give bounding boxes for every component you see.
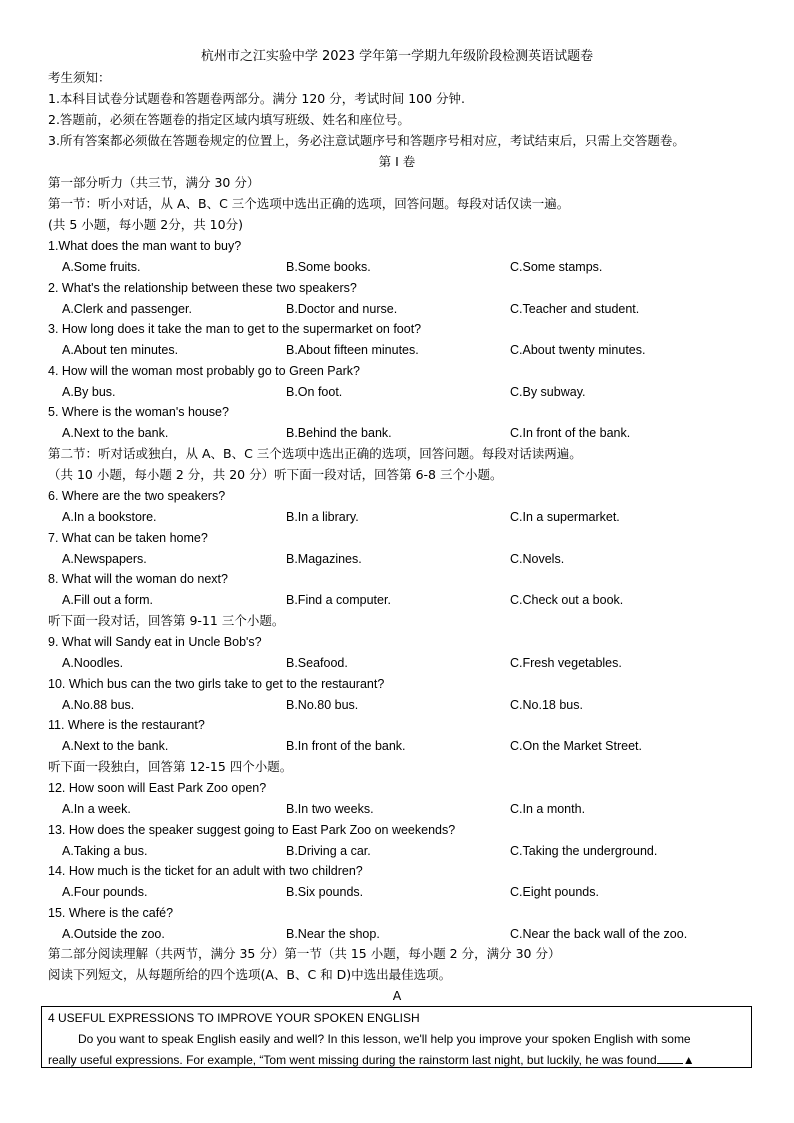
question-2-option-a: A.Clerk and passenger. [62, 302, 192, 316]
question-3-option-c: C.About twenty minutes. [510, 343, 646, 357]
question-11-stem: 11. Where is the restaurant? [48, 718, 205, 732]
question-8-stem: 8. What will the woman do next? [48, 572, 228, 586]
question-12-stem: 12. How soon will East Park Zoo open? [48, 781, 267, 795]
question-6-option-c: C.In a supermarket. [510, 510, 620, 524]
question-3-option-a: A.About ten minutes. [62, 343, 179, 357]
passage-title: 4 USEFUL EXPRESSIONS TO IMPROVE YOUR SPOKEN ENGLISH [48, 1011, 420, 1025]
question-1-stem: 1.What does the man want to buy? [48, 239, 242, 253]
notice-item-3: 3.所有答案都必须做在答题卷规定的位置上，务必注意试题序号和答题序号相对应，考试结束后，只需上交答题卷。 [48, 133, 685, 148]
question-5-stem: 5. Where is the woman's house? [48, 405, 229, 419]
question-13-option-c: C.Taking the underground. [510, 844, 658, 858]
exam-title: 杭州市之江实验中学 2023 学年第一学期九年级阶段检测英语试题卷 [200, 49, 594, 64]
question-2-option-c: C.Teacher and student. [510, 302, 640, 316]
question-6-option-b: B.In a library. [286, 510, 359, 524]
question-4-stem: 4. How will the woman most probably go to Green Park? [48, 364, 360, 378]
question-7-option-b: B.Magazines. [286, 552, 362, 566]
section1-note: (共 5 小题，每小题 2分，共 10分) [48, 217, 243, 232]
question-11-option-a: A.Next to the bank. [62, 739, 169, 753]
section2-note: （共 10 小题，每小题 2 分，共 20 分）听下面一段对话，回答第 6-8 三个小题。 [48, 467, 503, 482]
notice-heading: 考生须知： [48, 70, 111, 85]
question-5-option-b: B.Behind the bank. [286, 426, 392, 440]
question-6-stem: 6. Where are the two speakers? [48, 489, 226, 503]
question-12-option-b: B.In two weeks. [286, 802, 374, 816]
question-6-option-a: A.In a bookstore. [62, 510, 157, 524]
question-7-option-a: A.Newspapers. [62, 552, 147, 566]
question-5-option-a: A.Next to the bank. [62, 426, 169, 440]
question-10-option-c: C.No.18 bus. [510, 698, 583, 712]
question-5-option-c: C.In front of the bank. [510, 426, 631, 440]
question-9-option-b: B.Seafood. [286, 656, 348, 670]
passage-line-2-text: really useful expressions. For example, “Tom went missing during the rainstorm last night, but luckily, he was found [48, 1053, 657, 1067]
passage-label: A [392, 988, 402, 1003]
question-4-option-b: B.On foot. [286, 385, 343, 399]
part2-heading: 第二部分阅读理解（共两节，满分 35 分）第一节（共 15 小题，每小题 2 分，满分 30 分） [48, 946, 561, 961]
question-15-option-c: C.Near the back wall of the zoo. [510, 927, 688, 941]
question-14-option-a: A.Four pounds. [62, 885, 148, 899]
question-14-stem: 14. How much is the ticket for an adult with two children? [48, 864, 363, 878]
question-14-option-c: C.Eight pounds. [510, 885, 599, 899]
volume-label: 第 I 卷 [378, 154, 416, 169]
question-8-option-a: A.Fill out a form. [62, 593, 153, 607]
question-14-option-b: B.Six pounds. [286, 885, 364, 899]
question-12-option-a: A.In a week. [62, 802, 131, 816]
passage-line-1: Do you want to speak English easily and well? In this lesson, we'll help you improve your spoken English with some [78, 1032, 691, 1046]
question-11-option-b: B.In front of the bank. [286, 739, 406, 753]
question-15-option-b: B.Near the shop. [286, 927, 380, 941]
question-2-option-b: B.Doctor and nurse. [286, 302, 398, 316]
question-3-stem: 3. How long does it take the man to get to the supermarket on foot? [48, 322, 422, 336]
question-4-option-c: C.By subway. [510, 385, 586, 399]
question-2-stem: 2. What's the relationship between these two speakers? [48, 281, 357, 295]
section2-instruction: 第二节：听对话或独白，从 A、B、C 三个选项中选出正确的选项，回答问题。每段对话读两遍。 [48, 446, 582, 461]
question-10-option-a: A.No.88 bus. [62, 698, 135, 712]
question-13-option-b: B.Driving a car. [286, 844, 371, 858]
question-8-option-c: C.Check out a book. [510, 593, 624, 607]
intro-12-15: 听下面一段独白，回答第 12-15 四个小题。 [48, 759, 293, 774]
part1-heading: 第一部分听力（共三节，满分 30 分） [48, 175, 260, 190]
intro-9-11: 听下面一段对话，回答第 9-11 三个小题。 [48, 613, 285, 628]
question-13-stem: 13. How does the speaker suggest going to East Park Zoo on weekends? [48, 823, 456, 837]
question-7-option-c: C.Novels. [510, 552, 565, 566]
section1-instruction: 第一节：听小对话，从 A、B、C 三个选项中选出正确的选项，回答问题。每段对话仅读一遍。 [48, 196, 570, 211]
question-15-stem: 15. Where is the café? [48, 906, 174, 920]
question-12-option-c: C.In a month. [510, 802, 586, 816]
answer-blank [657, 1052, 683, 1064]
question-10-stem: 10. Which bus can the two girls take to get to the restaurant? [48, 677, 385, 691]
passage-line-2 [48, 1052, 695, 1068]
notice-item-2: 2.答题前，必须在答题卷的指定区域内填写班级、姓名和座位号。 [48, 112, 410, 127]
question-10-option-b: B.No.80 bus. [286, 698, 359, 712]
question-9-option-a: A.Noodles. [62, 656, 124, 670]
question-3-option-b: B.About fifteen minutes. [286, 343, 419, 357]
question-7-stem: 7. What can be taken home? [48, 531, 208, 545]
question-15-option-a: A.Outside the zoo. [62, 927, 165, 941]
triangle-marker-icon: ▲ [682, 1053, 695, 1067]
question-13-option-a: A.Taking a bus. [62, 844, 148, 858]
notice-item-1: 1.本科目试卷分试题卷和答题卷两部分。满分 120 分，考试时间 100 分钟. [48, 91, 466, 106]
question-1-option-c: C.Some stamps. [510, 260, 603, 274]
question-1-option-a: A.Some fruits. [62, 260, 141, 274]
question-8-option-b: B.Find a computer. [286, 593, 391, 607]
part2-instruction: 阅读下列短文，从每题所给的四个选项(A、B、C 和 D)中选出最佳选项。 [48, 967, 452, 982]
question-4-option-a: A.By bus. [62, 385, 116, 399]
question-11-option-c: C.On the Market Street. [510, 739, 642, 753]
passage-box [41, 1006, 752, 1068]
question-9-option-c: C.Fresh vegetables. [510, 656, 622, 670]
question-1-option-b: B.Some books. [286, 260, 371, 274]
question-9-stem: 9. What will Sandy eat in Uncle Bob's? [48, 635, 262, 649]
